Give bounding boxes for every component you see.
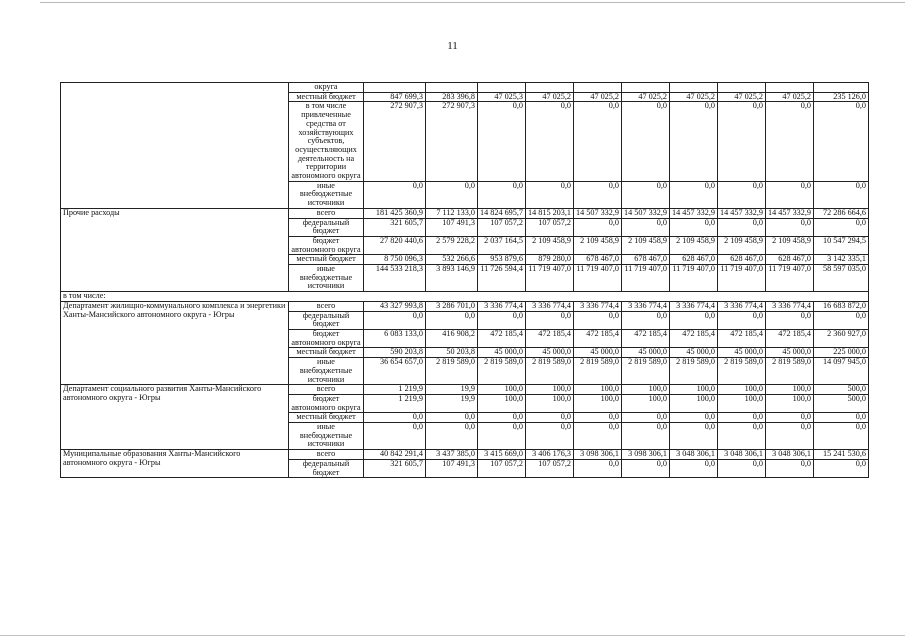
value-cell: 107 057,2 (526, 459, 574, 477)
funding-source: в том числе привлеченные средства от хозяйствующих субъектов, осуществляющих деятельность на территории автономного округа (289, 102, 364, 181)
value-cell: 11 719 407,0 (574, 265, 622, 292)
value-cell: 0,0 (526, 413, 574, 423)
value-cell: 3 048 306,1 (766, 450, 814, 460)
table-row (61, 292, 869, 302)
value-cell: 2 819 589,0 (718, 358, 766, 385)
value-cell: 0,0 (478, 413, 526, 423)
value-cell: 3 893 146,9 (426, 265, 478, 292)
value-cell: 0,0 (622, 102, 670, 181)
value-cell: 0,0 (426, 181, 478, 208)
funding-source: округа (289, 83, 364, 93)
value-cell: 14 507 332,9 (574, 208, 622, 218)
value-cell: 0,0 (526, 181, 574, 208)
value-cell (622, 83, 670, 93)
value-cell: 0,0 (766, 218, 814, 236)
value-cell: 0,0 (766, 413, 814, 423)
value-cell: 0,0 (718, 413, 766, 423)
value-cell: 472 185,4 (526, 329, 574, 347)
value-cell: 879 280,0 (526, 255, 574, 265)
value-cell: 0,0 (364, 413, 426, 423)
value-cell: 2 109 458,9 (718, 236, 766, 254)
value-cell: 0,0 (622, 181, 670, 208)
value-cell: 0,0 (574, 413, 622, 423)
funding-source: всего (289, 385, 364, 395)
value-cell: 19,9 (426, 394, 478, 412)
funding-source: всего (289, 208, 364, 218)
value-cell: 0,0 (478, 311, 526, 329)
value-cell: 100,0 (574, 385, 622, 395)
value-cell: 45 000,0 (766, 348, 814, 358)
value-cell: 11 719 407,0 (670, 265, 718, 292)
value-cell: 1 219,9 (364, 385, 426, 395)
value-cell: 472 185,4 (766, 329, 814, 347)
value-cell (718, 83, 766, 93)
value-cell: 43 327 993,8 (364, 301, 426, 311)
value-cell: 0,0 (670, 459, 718, 477)
value-cell: 0,0 (574, 423, 622, 450)
value-cell: 0,0 (574, 181, 622, 208)
value-cell: 0,0 (814, 218, 869, 236)
value-cell: 0,0 (814, 459, 869, 477)
value-cell: 14 824 695,7 (478, 208, 526, 218)
scan-edge-top (40, 2, 905, 3)
value-cell: 100,0 (766, 385, 814, 395)
value-cell: 0,0 (426, 311, 478, 329)
value-cell: 47 025,2 (622, 92, 670, 102)
value-cell: 8 750 096,3 (364, 255, 426, 265)
value-cell: 321 605,7 (364, 459, 426, 477)
value-cell: 3 098 306,1 (622, 450, 670, 460)
value-cell: 40 842 291,4 (364, 450, 426, 460)
value-cell: 2 109 458,9 (526, 236, 574, 254)
value-cell: 2 109 458,9 (766, 236, 814, 254)
value-cell: 3 142 335,1 (814, 255, 869, 265)
value-cell: 100,0 (526, 394, 574, 412)
value-cell: 3 336 774,4 (766, 301, 814, 311)
value-cell: 100,0 (574, 394, 622, 412)
value-cell: 2 037 164,5 (478, 236, 526, 254)
value-cell: 45 000,0 (718, 348, 766, 358)
value-cell: 58 597 035,0 (814, 265, 869, 292)
value-cell: 11 719 407,0 (766, 265, 814, 292)
section-name (61, 83, 289, 209)
value-cell (670, 83, 718, 93)
value-cell: 0,0 (622, 423, 670, 450)
value-cell (364, 83, 426, 93)
value-cell: 0,0 (574, 311, 622, 329)
value-cell: 107 491,3 (426, 459, 478, 477)
value-cell (814, 83, 869, 93)
funding-source: федеральный бюджет (289, 311, 364, 329)
value-cell: 3 336 774,4 (526, 301, 574, 311)
funding-source: иные внебюджетные источники (289, 358, 364, 385)
value-cell: 0,0 (814, 102, 869, 181)
value-cell: 472 185,4 (478, 329, 526, 347)
value-cell: 0,0 (622, 311, 670, 329)
value-cell: 14 457 332,9 (718, 208, 766, 218)
value-cell: 3 406 176,3 (526, 450, 574, 460)
value-cell: 272 907,3 (426, 102, 478, 181)
section-name: Департамент социального развития Ханты-Мансийского автономного округа - Югры (61, 385, 289, 450)
section-name: Муниципальные образования Ханты-Мансийского автономного округа - Югры (61, 450, 289, 478)
value-cell: 321 605,7 (364, 218, 426, 236)
value-cell: 0,0 (526, 311, 574, 329)
value-cell: 628 467,0 (718, 255, 766, 265)
value-cell: 3 336 774,4 (478, 301, 526, 311)
value-cell: 678 467,0 (574, 255, 622, 265)
value-cell: 0,0 (574, 459, 622, 477)
value-cell: 0,0 (814, 311, 869, 329)
value-cell: 2 109 458,9 (670, 236, 718, 254)
value-cell: 235 126,0 (814, 92, 869, 102)
value-cell: 3 048 306,1 (718, 450, 766, 460)
value-cell: 3 336 774,4 (718, 301, 766, 311)
value-cell: 0,0 (364, 181, 426, 208)
value-cell: 107 057,2 (478, 218, 526, 236)
value-cell: 50 203,8 (426, 348, 478, 358)
value-cell: 3 336 774,4 (574, 301, 622, 311)
value-cell: 47 025,2 (526, 92, 574, 102)
value-cell: 0,0 (670, 218, 718, 236)
value-cell: 14 815 203,1 (526, 208, 574, 218)
value-cell: 100,0 (622, 385, 670, 395)
value-cell: 107 057,2 (526, 218, 574, 236)
value-cell: 181 425 360,9 (364, 208, 426, 218)
section-name: Прочие расходы (61, 208, 289, 291)
value-cell: 590 203,8 (364, 348, 426, 358)
value-cell: 100,0 (670, 385, 718, 395)
value-cell: 2 819 589,0 (766, 358, 814, 385)
value-cell: 3 415 669,0 (478, 450, 526, 460)
value-cell: 2 109 458,9 (622, 236, 670, 254)
value-cell: 2 819 589,0 (622, 358, 670, 385)
value-cell (574, 83, 622, 93)
funding-source: всего (289, 450, 364, 460)
value-cell: 2 819 589,0 (426, 358, 478, 385)
value-cell: 628 467,0 (766, 255, 814, 265)
value-cell: 19,9 (426, 385, 478, 395)
expenses-table (60, 82, 869, 478)
value-cell: 16 683 872,0 (814, 301, 869, 311)
value-cell: 2 360 927,0 (814, 329, 869, 347)
value-cell: 3 098 306,1 (574, 450, 622, 460)
value-cell: 3 336 774,4 (670, 301, 718, 311)
value-cell: 0,0 (478, 423, 526, 450)
value-cell: 6 083 133,0 (364, 329, 426, 347)
group-label: в том числе: (61, 292, 869, 302)
table-row (61, 208, 869, 218)
table-row (61, 385, 869, 395)
value-cell: 0,0 (364, 423, 426, 450)
value-cell: 0,0 (814, 413, 869, 423)
value-cell: 0,0 (670, 181, 718, 208)
value-cell: 11 726 594,4 (478, 265, 526, 292)
page-number: 11 (447, 40, 458, 52)
value-cell: 10 547 294,5 (814, 236, 869, 254)
value-cell: 47 025,2 (718, 92, 766, 102)
value-cell: 14 457 332,9 (766, 208, 814, 218)
value-cell: 2 579 228,2 (426, 236, 478, 254)
value-cell: 14 097 945,0 (814, 358, 869, 385)
value-cell: 0,0 (766, 459, 814, 477)
value-cell: 36 654 657,0 (364, 358, 426, 385)
funding-source: местный бюджет (289, 348, 364, 358)
value-cell: 0,0 (670, 413, 718, 423)
value-cell (526, 83, 574, 93)
value-cell: 0,0 (526, 102, 574, 181)
value-cell (478, 83, 526, 93)
value-cell: 0,0 (718, 459, 766, 477)
value-cell: 11 719 407,0 (526, 265, 574, 292)
table-row (61, 450, 869, 460)
value-cell: 847 699,3 (364, 92, 426, 102)
value-cell: 0,0 (814, 181, 869, 208)
value-cell: 47 025,2 (766, 92, 814, 102)
value-cell: 45 000,0 (526, 348, 574, 358)
funding-source: местный бюджет (289, 92, 364, 102)
value-cell: 3 048 306,1 (670, 450, 718, 460)
table-row (61, 83, 869, 93)
value-cell: 2 819 589,0 (670, 358, 718, 385)
funding-source: федеральный бюджет (289, 459, 364, 477)
value-cell: 678 467,0 (622, 255, 670, 265)
value-cell: 0,0 (718, 181, 766, 208)
value-cell: 14 457 332,9 (670, 208, 718, 218)
value-cell: 100,0 (766, 394, 814, 412)
value-cell: 47 025,2 (670, 92, 718, 102)
value-cell: 225 000,0 (814, 348, 869, 358)
funding-source: бюджет автономного округа (289, 394, 364, 412)
value-cell: 272 907,3 (364, 102, 426, 181)
funding-source: местный бюджет (289, 255, 364, 265)
value-cell: 0,0 (718, 423, 766, 450)
value-cell: 144 533 218,3 (364, 265, 426, 292)
value-cell: 0,0 (814, 423, 869, 450)
value-cell: 500,0 (814, 385, 869, 395)
value-cell: 0,0 (766, 423, 814, 450)
funding-source: бюджет автономного округа (289, 329, 364, 347)
funding-source: иные внебюджетные источники (289, 423, 364, 450)
value-cell (426, 83, 478, 93)
value-cell: 283 396,8 (426, 92, 478, 102)
value-cell: 628 467,0 (670, 255, 718, 265)
value-cell: 0,0 (718, 102, 766, 181)
value-cell: 3 336 774,4 (622, 301, 670, 311)
value-cell: 0,0 (670, 102, 718, 181)
value-cell (766, 83, 814, 93)
value-cell: 472 185,4 (670, 329, 718, 347)
value-cell: 100,0 (670, 394, 718, 412)
value-cell: 500,0 (814, 394, 869, 412)
value-cell: 3 286 701,0 (426, 301, 478, 311)
value-cell: 0,0 (670, 423, 718, 450)
value-cell: 0,0 (622, 218, 670, 236)
value-cell: 100,0 (526, 385, 574, 395)
scan-edge-bottom (0, 635, 905, 636)
value-cell: 0,0 (426, 423, 478, 450)
section-name: Департамент жилищно-коммунального комплекса и энергетики Ханты-Мансийского автономного округа - Югры (61, 301, 289, 384)
value-cell: 472 185,4 (574, 329, 622, 347)
value-cell: 107 057,2 (478, 459, 526, 477)
value-cell: 2 819 589,0 (526, 358, 574, 385)
value-cell: 0,0 (478, 102, 526, 181)
value-cell: 72 286 664,6 (814, 208, 869, 218)
value-cell: 532 266,6 (426, 255, 478, 265)
value-cell: 0,0 (426, 413, 478, 423)
table-row (61, 301, 869, 311)
value-cell: 2 819 589,0 (478, 358, 526, 385)
value-cell: 0,0 (622, 459, 670, 477)
funding-source: всего (289, 301, 364, 311)
value-cell: 0,0 (478, 181, 526, 208)
value-cell: 45 000,0 (670, 348, 718, 358)
value-cell: 100,0 (622, 394, 670, 412)
value-cell: 100,0 (718, 394, 766, 412)
value-cell: 47 025,3 (478, 92, 526, 102)
value-cell: 27 820 440,6 (364, 236, 426, 254)
value-cell: 0,0 (526, 423, 574, 450)
funding-source: бюджет автономного округа (289, 236, 364, 254)
funding-source: местный бюджет (289, 413, 364, 423)
value-cell: 0,0 (718, 218, 766, 236)
funding-source: федеральный бюджет (289, 218, 364, 236)
value-cell: 15 241 530,6 (814, 450, 869, 460)
funding-source: иные внебюджетные источники (289, 181, 364, 208)
value-cell: 2 819 589,0 (574, 358, 622, 385)
value-cell: 472 185,4 (718, 329, 766, 347)
value-cell: 7 112 133,0 (426, 208, 478, 218)
value-cell: 0,0 (622, 413, 670, 423)
value-cell: 100,0 (478, 385, 526, 395)
value-cell: 0,0 (718, 311, 766, 329)
value-cell: 2 109 458,9 (574, 236, 622, 254)
value-cell: 0,0 (574, 218, 622, 236)
value-cell: 45 000,0 (574, 348, 622, 358)
value-cell: 0,0 (766, 311, 814, 329)
value-cell: 11 719 407,0 (718, 265, 766, 292)
value-cell: 47 025,2 (574, 92, 622, 102)
value-cell: 45 000,0 (622, 348, 670, 358)
value-cell: 0,0 (670, 311, 718, 329)
value-cell: 1 219,9 (364, 394, 426, 412)
value-cell: 472 185,4 (622, 329, 670, 347)
value-cell: 107 491,3 (426, 218, 478, 236)
value-cell: 0,0 (364, 311, 426, 329)
funding-source: иные внебюджетные источники (289, 265, 364, 292)
value-cell: 0,0 (574, 102, 622, 181)
value-cell: 416 908,2 (426, 329, 478, 347)
value-cell: 45 000,0 (478, 348, 526, 358)
value-cell: 100,0 (478, 394, 526, 412)
value-cell: 14 507 332,9 (622, 208, 670, 218)
value-cell: 953 879,6 (478, 255, 526, 265)
value-cell: 3 437 385,0 (426, 450, 478, 460)
value-cell: 0,0 (766, 181, 814, 208)
value-cell: 11 719 407,0 (622, 265, 670, 292)
value-cell: 100,0 (718, 385, 766, 395)
value-cell: 0,0 (766, 102, 814, 181)
